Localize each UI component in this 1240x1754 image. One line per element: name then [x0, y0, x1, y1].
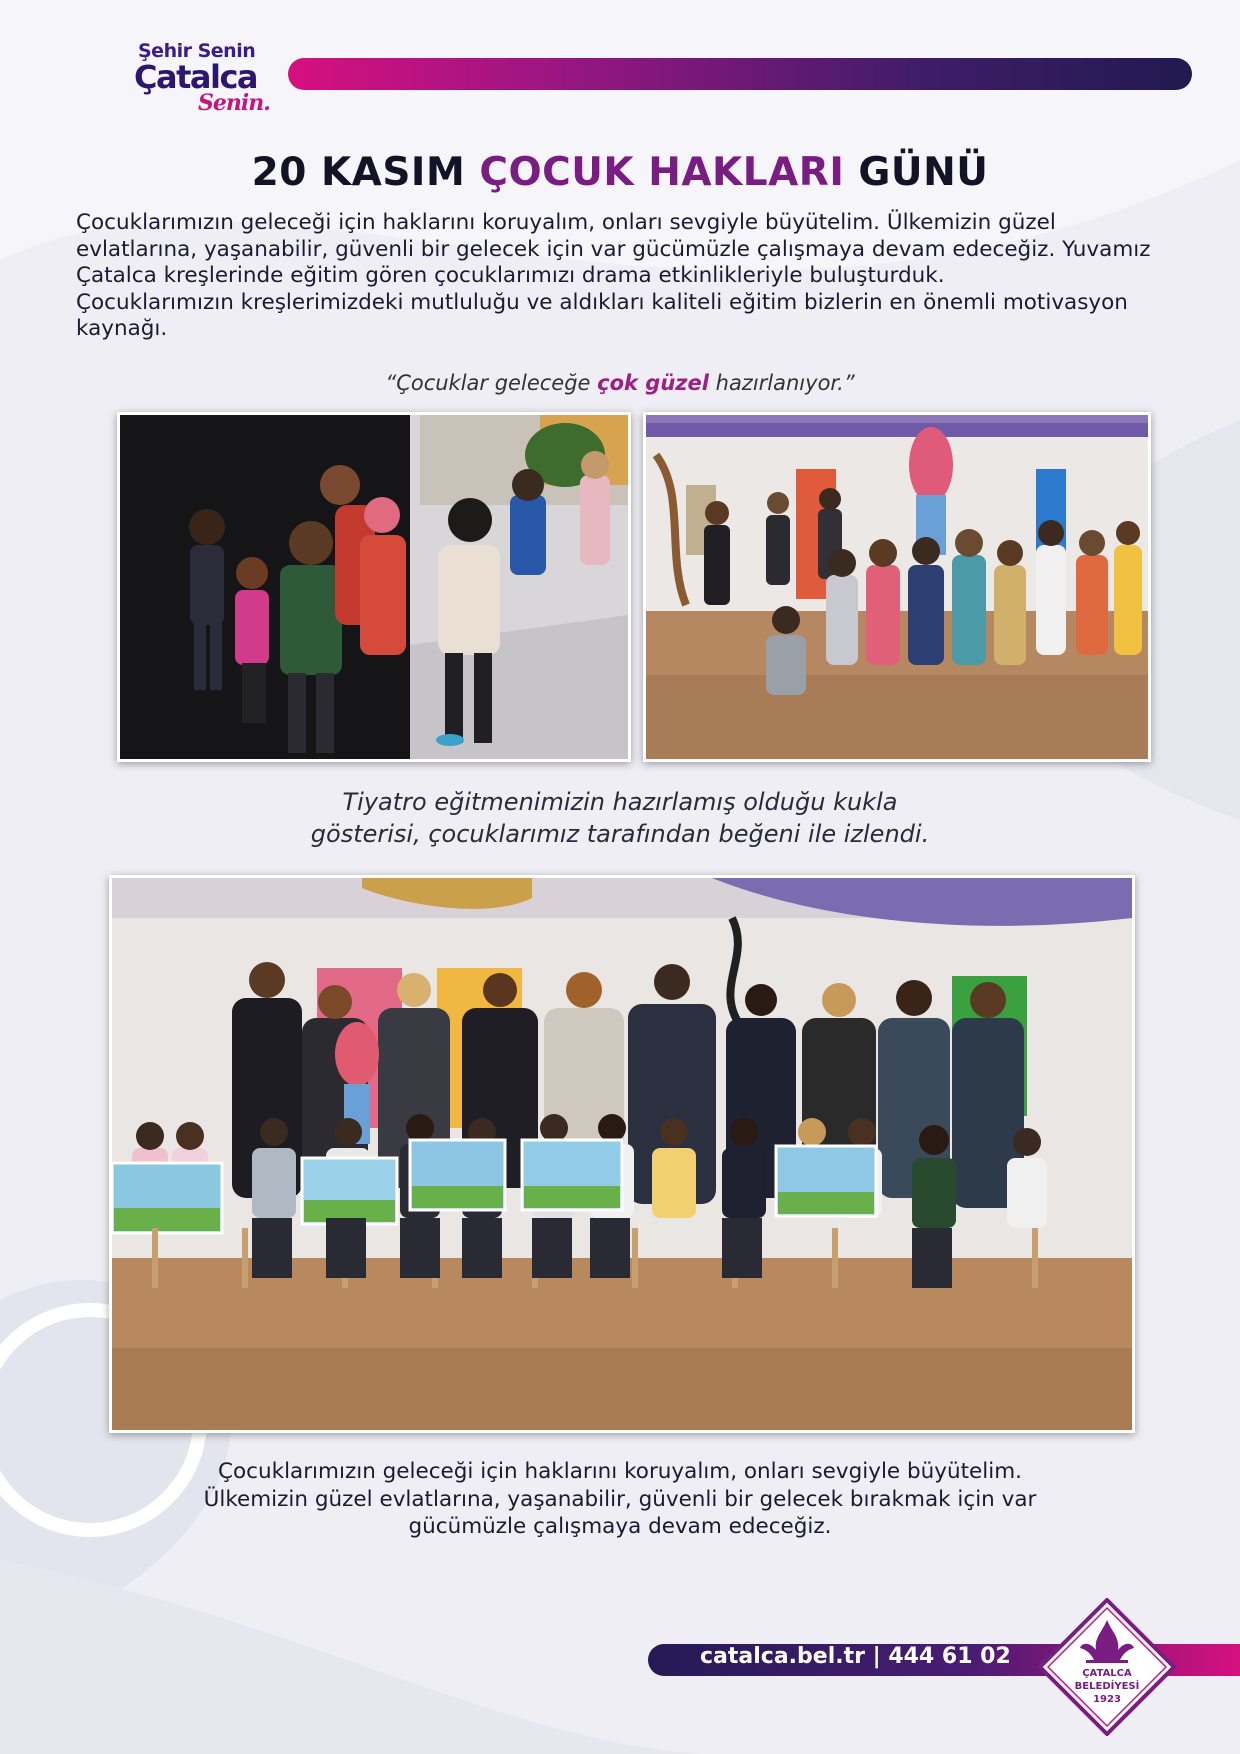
title-part1: 20 KASIM: [251, 150, 480, 195]
intro-paragraph-1: Çocuklarımızın geleceği için haklarını koruyalım, onları sevgiyle büyütelim. Ülkemizin güzel evlatlarına, yaşanabilir, güvenli bir gelecek için var gücümüzle çalışmaya devam edeceğiz. Yuvamız Çatalca kreşlerinde eğitim gören çocuklarımızı drama etkinlikleriyle buluşturduk.: [76, 210, 1151, 288]
title-part2: GÜNÜ: [844, 150, 989, 195]
page-title: [0, 150, 1240, 195]
header-bar: [288, 58, 1192, 90]
emblem-diamond-icon: [1038, 1598, 1176, 1736]
intro-text: [76, 210, 1176, 343]
photo-group-certificates: [109, 875, 1135, 1433]
municipality-emblem: [1038, 1598, 1176, 1736]
photo-drama-activity: [117, 412, 631, 762]
closing-line2: Ülkemizin güzel evlatlarına, yaşanabilir, güvenli bir gelecek bırakmak için var: [203, 1486, 1037, 1512]
closing-text: [0, 1458, 1240, 1541]
closing-line3: gücümüzle çalışmaya devam edeceğiz.: [408, 1514, 832, 1539]
caption1-line2: gösterisi, çocuklarımız tarafından beğeni ile izlendi.: [310, 820, 930, 848]
brand-line3: Senin.: [198, 90, 270, 116]
brand-line2: Çatalca: [134, 58, 257, 96]
emblem-year: 1923: [1093, 1694, 1121, 1705]
quote-highlight: çok güzel: [597, 371, 709, 395]
quote-after: hazırlanıyor.”: [708, 371, 855, 395]
caption-puppet-show: [0, 786, 1240, 850]
emblem-name-1: ÇATALCA: [1082, 1668, 1132, 1679]
photo-puppet-circle: [643, 412, 1151, 762]
caption1-line1: Tiyatro eğitmenimizin hazırlamış olduğu kukla: [342, 788, 898, 816]
quote: [0, 371, 1240, 395]
title-highlight: ÇOCUK HAKLARI: [479, 150, 845, 195]
emblem-name-2: BELEDİYESİ: [1074, 1681, 1140, 1692]
closing-line1: Çocuklarımızın geleceği için haklarını koruyalım, onları sevgiyle büyütelim.: [218, 1459, 1022, 1484]
brand-line1: Şehir Senin: [138, 40, 256, 62]
brand-logo: [134, 38, 284, 120]
quote-before: “Çocuklar geleceğe: [385, 371, 598, 395]
footer-contact[interactable]: catalca.bel.tr | 444 61 02: [700, 1644, 1011, 1669]
intro-paragraph-2: Çocuklarımızın kreşlerimizdeki mutluluğu ve aldıkları kaliteli eğitim bizlerin en önemli motivasyon kaynağı.: [76, 289, 1128, 341]
